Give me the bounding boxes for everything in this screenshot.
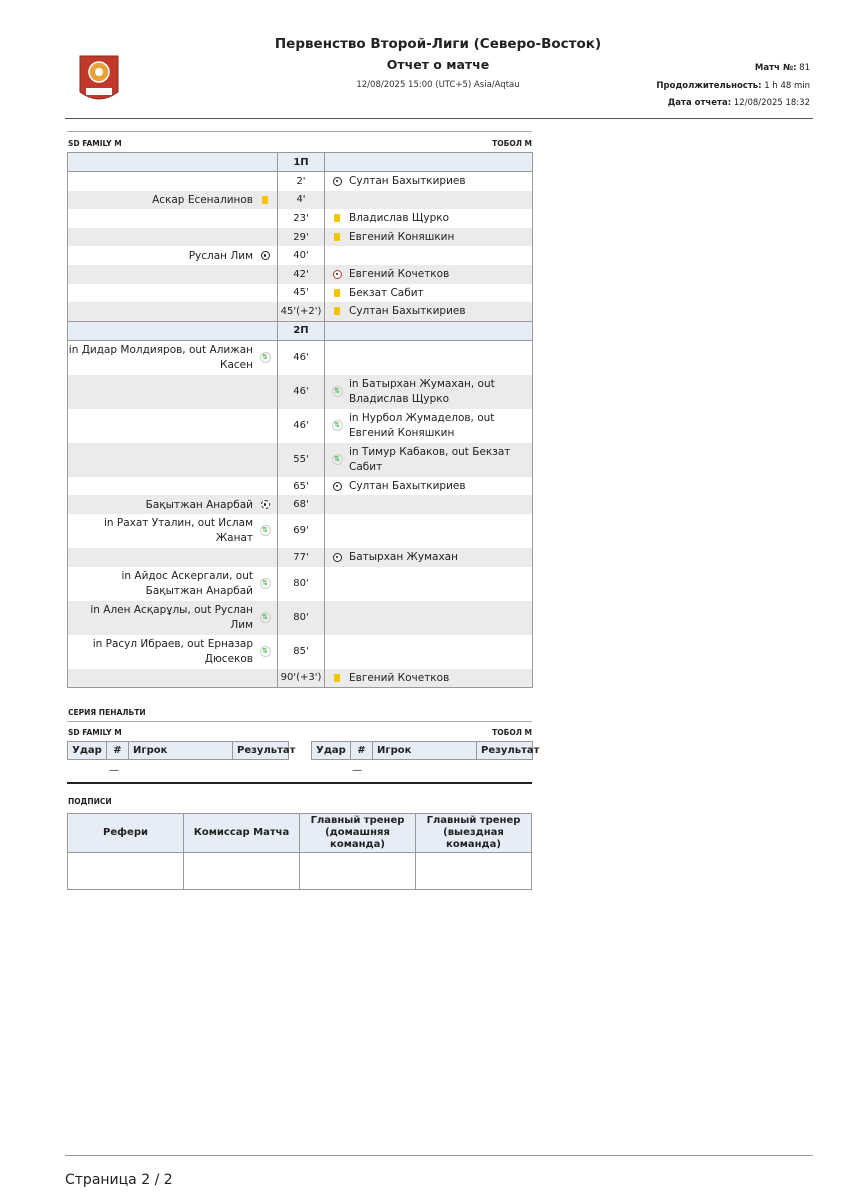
substitution-icon: ⇅	[259, 612, 271, 624]
home-team-name: SD FAMILY M	[68, 139, 122, 148]
event-row	[68, 340, 533, 375]
col-player: Игрок	[129, 742, 233, 760]
ball-icon	[331, 551, 343, 563]
penalty-goal-icon	[259, 499, 271, 511]
home-event-cell	[68, 340, 278, 375]
event-text: in Нурбол Жумаделов, out Евгений Коняшкин	[349, 411, 495, 439]
event-minute: 4'	[278, 191, 325, 210]
home-event-cell	[68, 191, 278, 210]
match-number: Матч №: 81	[754, 63, 810, 73]
home-event-cell	[68, 635, 278, 669]
penalties-home-team: SD FAMILY M	[68, 728, 122, 737]
ball-icon	[259, 250, 271, 262]
event-minute: 77'	[278, 548, 325, 567]
period-left	[68, 153, 278, 172]
league-title: Первенство Второй-Лиги (Северо-Восток)	[274, 36, 602, 52]
event-minute: 29'	[278, 228, 325, 247]
substitution-icon: ⇅	[259, 578, 271, 590]
yellow-card-icon	[331, 305, 343, 317]
away-event-cell	[325, 228, 533, 247]
home-event-cell	[68, 209, 278, 228]
match-duration: Продолжительность: 1 h 48 min	[656, 81, 810, 91]
event-text: in Рахат Уталин, out Ислам Жанат	[103, 516, 253, 544]
sig-referee-box[interactable]	[68, 853, 184, 890]
away-event-cell	[325, 172, 533, 191]
event-row	[68, 246, 533, 265]
period-left	[68, 321, 278, 340]
home-event-cell	[68, 284, 278, 303]
event-row	[68, 172, 533, 191]
event-minute: 46'	[278, 409, 325, 443]
report-date: Дата отчета: 12/08/2025 18:32	[667, 98, 810, 108]
ball-icon	[331, 480, 343, 492]
away-event-cell	[325, 443, 533, 477]
penalties-title: СЕРИЯ ПЕНАЛЬТИ	[68, 708, 146, 717]
event-text: in Айдос Аскергали, out Бақытжан Анарбай	[121, 569, 253, 597]
home-event-cell	[68, 375, 278, 409]
footer-divider	[65, 1155, 813, 1156]
event-text: Бақытжан Анарбай	[145, 498, 253, 511]
penalties-bottom-rule	[67, 782, 532, 784]
event-text: Батырхан Жумахан	[349, 551, 458, 564]
teams-divider	[67, 131, 532, 132]
event-minute: 46'	[278, 340, 325, 375]
home-event-cell	[68, 265, 278, 284]
away-event-cell	[325, 340, 533, 375]
col-shot: Удар	[312, 742, 351, 760]
away-event-cell	[325, 302, 533, 321]
event-row	[68, 548, 533, 567]
period-label: 2П	[278, 321, 325, 340]
yellow-card-icon	[331, 287, 343, 299]
sig-home-coach-box[interactable]	[300, 853, 416, 890]
substitution-icon: ⇅	[259, 352, 271, 364]
event-minute: 46'	[278, 375, 325, 409]
event-row	[68, 228, 533, 247]
away-event-cell	[325, 265, 533, 284]
home-event-cell	[68, 246, 278, 265]
yellow-card-icon	[331, 231, 343, 243]
signatures-title: ПОДПИСИ	[68, 797, 112, 806]
away-event-cell	[325, 635, 533, 669]
event-text: Бекзат Сабит	[349, 286, 424, 299]
header-divider	[65, 118, 813, 119]
page-number: Страница 2 / 2	[65, 1172, 173, 1188]
substitution-icon: ⇅	[331, 454, 343, 466]
sig-referee: Рефери	[68, 814, 184, 853]
event-row	[68, 635, 533, 669]
event-minute: 69'	[278, 514, 325, 548]
away-event-cell	[325, 567, 533, 601]
league-logo	[76, 52, 122, 106]
yellow-card-icon	[331, 212, 343, 224]
event-row	[68, 495, 533, 514]
event-minute: 45'(+2')	[278, 302, 325, 321]
away-event-cell	[325, 409, 533, 443]
event-minute: 90'(+3')	[278, 669, 325, 688]
event-row	[68, 477, 533, 496]
col-number: #	[351, 742, 373, 760]
event-minute: 80'	[278, 567, 325, 601]
event-row	[68, 191, 533, 210]
event-text: in Ален Асқарұлы, out Руслан Лим	[90, 603, 253, 631]
away-event-cell	[325, 191, 533, 210]
away-team-name: ТОБОЛ М	[492, 139, 532, 148]
penalties-home-empty: —	[109, 765, 119, 776]
col-shot: Удар	[68, 742, 107, 760]
event-row	[68, 567, 533, 601]
period-right	[325, 153, 533, 172]
own-goal-icon	[331, 268, 343, 280]
event-minute: 80'	[278, 601, 325, 635]
period-row	[68, 321, 533, 340]
event-text: Руслан Лим	[188, 249, 253, 262]
home-event-cell	[68, 443, 278, 477]
home-event-cell	[68, 567, 278, 601]
event-row	[68, 409, 533, 443]
penalties-divider	[67, 721, 532, 722]
home-event-cell	[68, 228, 278, 247]
event-row	[68, 514, 533, 548]
event-row	[68, 284, 533, 303]
period-row	[68, 153, 533, 172]
home-event-cell	[68, 548, 278, 567]
penalties-away-table	[311, 741, 540, 760]
event-row	[68, 601, 533, 635]
event-row	[68, 209, 533, 228]
event-text: Султан Бахыткириев	[349, 305, 466, 318]
yellow-card-icon	[259, 194, 271, 206]
event-text: Аскар Есеналинов	[152, 193, 253, 206]
home-event-cell	[68, 601, 278, 635]
event-text: in Дидар Молдияров, out Алижан Касен	[68, 343, 253, 371]
home-event-cell	[68, 514, 278, 548]
home-event-cell	[68, 669, 278, 688]
away-event-cell	[325, 477, 533, 496]
event-minute: 2'	[278, 172, 325, 191]
event-row	[68, 375, 533, 409]
away-event-cell	[325, 669, 533, 688]
event-text: in Батырхан Жумахан, out Владислав Щурко	[349, 377, 495, 405]
home-event-cell	[68, 495, 278, 514]
substitution-icon: ⇅	[259, 525, 271, 537]
col-result: Результат	[233, 742, 289, 760]
away-event-cell	[325, 375, 533, 409]
home-event-cell	[68, 172, 278, 191]
match-datetime: 12/08/2025 15:00 (UTC+5) Asia/Aqtau	[356, 80, 520, 90]
event-text: in Расул Ибраев, out Ерназар Дюсеков	[92, 637, 253, 665]
event-text: Владислав Щурко	[349, 212, 450, 225]
event-minute: 42'	[278, 265, 325, 284]
away-event-cell	[325, 548, 533, 567]
report-title: Отчет о матче	[386, 57, 490, 72]
substitution-icon: ⇅	[331, 386, 343, 398]
events-table	[67, 152, 533, 688]
sig-commissioner-box[interactable]	[184, 853, 300, 890]
col-number: #	[107, 742, 129, 760]
penalties-away-team: ТОБОЛ М	[492, 728, 532, 737]
event-text: Евгений Коняшкин	[349, 231, 455, 244]
penalties-away-empty: —	[352, 765, 362, 776]
event-minute: 45'	[278, 284, 325, 303]
substitution-icon: ⇅	[331, 420, 343, 432]
sig-away-coach: Главный тренер (выездная команда)	[416, 814, 532, 853]
away-event-cell	[325, 601, 533, 635]
substitution-icon: ⇅	[259, 646, 271, 658]
event-minute: 85'	[278, 635, 325, 669]
event-minute: 23'	[278, 209, 325, 228]
sig-commissioner: Комиссар Матча	[184, 814, 300, 853]
event-minute: 55'	[278, 443, 325, 477]
event-text: Евгений Кочетков	[349, 671, 450, 684]
event-row	[68, 265, 533, 284]
event-row	[68, 669, 533, 688]
event-minute: 65'	[278, 477, 325, 496]
yellow-card-icon	[331, 672, 343, 684]
period-right	[325, 321, 533, 340]
col-result: Результат	[477, 742, 533, 760]
away-event-cell	[325, 514, 533, 548]
penalties-home-table	[67, 741, 296, 760]
event-text: Султан Бахыткириев	[349, 480, 466, 493]
away-event-cell	[325, 495, 533, 514]
home-event-cell	[68, 302, 278, 321]
event-text: Евгений Кочетков	[349, 268, 450, 281]
col-player: Игрок	[373, 742, 477, 760]
away-event-cell	[325, 246, 533, 265]
event-row	[68, 443, 533, 477]
sig-home-coach: Главный тренер (домашняя команда)	[300, 814, 416, 853]
event-text: Султан Бахыткириев	[349, 175, 466, 188]
away-event-cell	[325, 209, 533, 228]
signatures-table	[67, 813, 532, 890]
sig-away-coach-box[interactable]	[416, 853, 532, 890]
home-event-cell	[68, 409, 278, 443]
event-minute: 68'	[278, 495, 325, 514]
ball-icon	[331, 175, 343, 187]
event-row	[68, 302, 533, 321]
away-event-cell	[325, 284, 533, 303]
period-label: 1П	[278, 153, 325, 172]
home-event-cell	[68, 477, 278, 496]
event-minute: 40'	[278, 246, 325, 265]
event-text: in Тимур Кабаков, out Бекзат Сабит	[349, 445, 511, 473]
